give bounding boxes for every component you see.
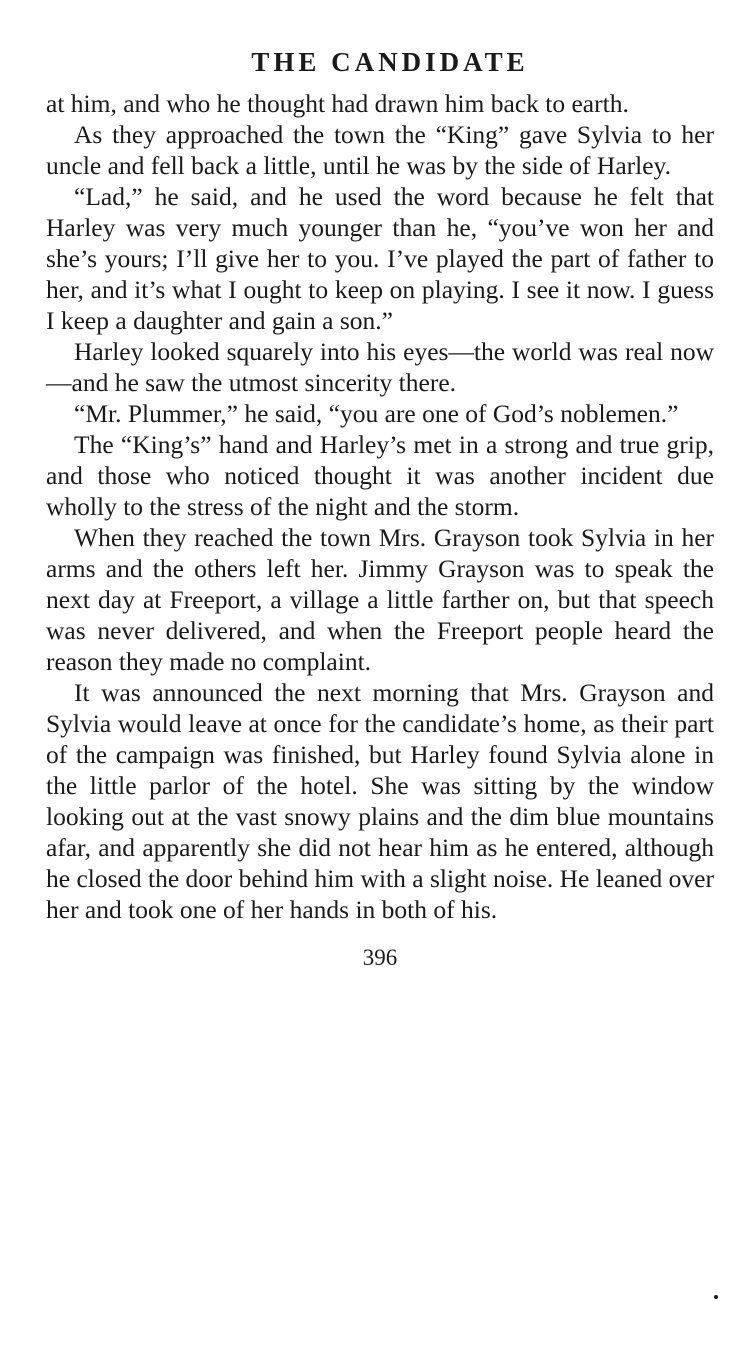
paragraph: Harley looked squarely into his eyes—the world was real now—and he saw the utmost sincerity there.: [46, 337, 714, 397]
stray-mark: [714, 1295, 718, 1299]
paragraph-continued: at him, and who he thought had drawn him back to earth.: [46, 89, 629, 118]
paragraph: The “King’s” hand and Harley’s met in a strong and true grip, and those who noticed thought it was another incident due wholly to the stress of the night and the storm.: [46, 430, 714, 521]
page-number: 396: [362, 945, 398, 970]
paragraph: It was announced the next morning that Mrs. Grayson and Sylvia would leave at once for the candidate’s home, as their part of the campaign was finished, but Harley found Sylvia alone in the little parlor of the hotel. She was sitting by the window looking out at the vast snowy plains and the dim blue mountains afar, and apparently she did not hear him as he entered, although he closed the door behind him with a slight noise. He leaned over her and took one of her hands in both of his.: [46, 678, 714, 924]
running-head: THE CANDIDATE: [251, 47, 529, 77]
paragraph: As they approached the town the “King” gave Sylvia to her uncle and fell back a little, until he was by the side of Harley.: [46, 120, 714, 180]
paragraph: When they reached the town Mrs. Grayson took Sylvia in her arms and the others left her. Jimmy Grayson was to speak the next day at Freeport, a village a little farther on, but that speech was never delivered, and when the Freeport people heard the reason they made no complaint.: [46, 523, 714, 676]
paragraph: “Lad,” he said, and he used the word because he felt that Harley was very much younger than he, “you’ve won her and she’s yours; I’ll give her to you. I’ve played the part of father to her, and it’s what I ought to keep on playing. I see it now. I guess I keep a daughter and gain a son.”: [46, 182, 714, 335]
paragraph: “Mr. Plummer,” he said, “you are one of God’s noblemen.”: [74, 399, 679, 428]
book-page: [46, 44, 714, 973]
